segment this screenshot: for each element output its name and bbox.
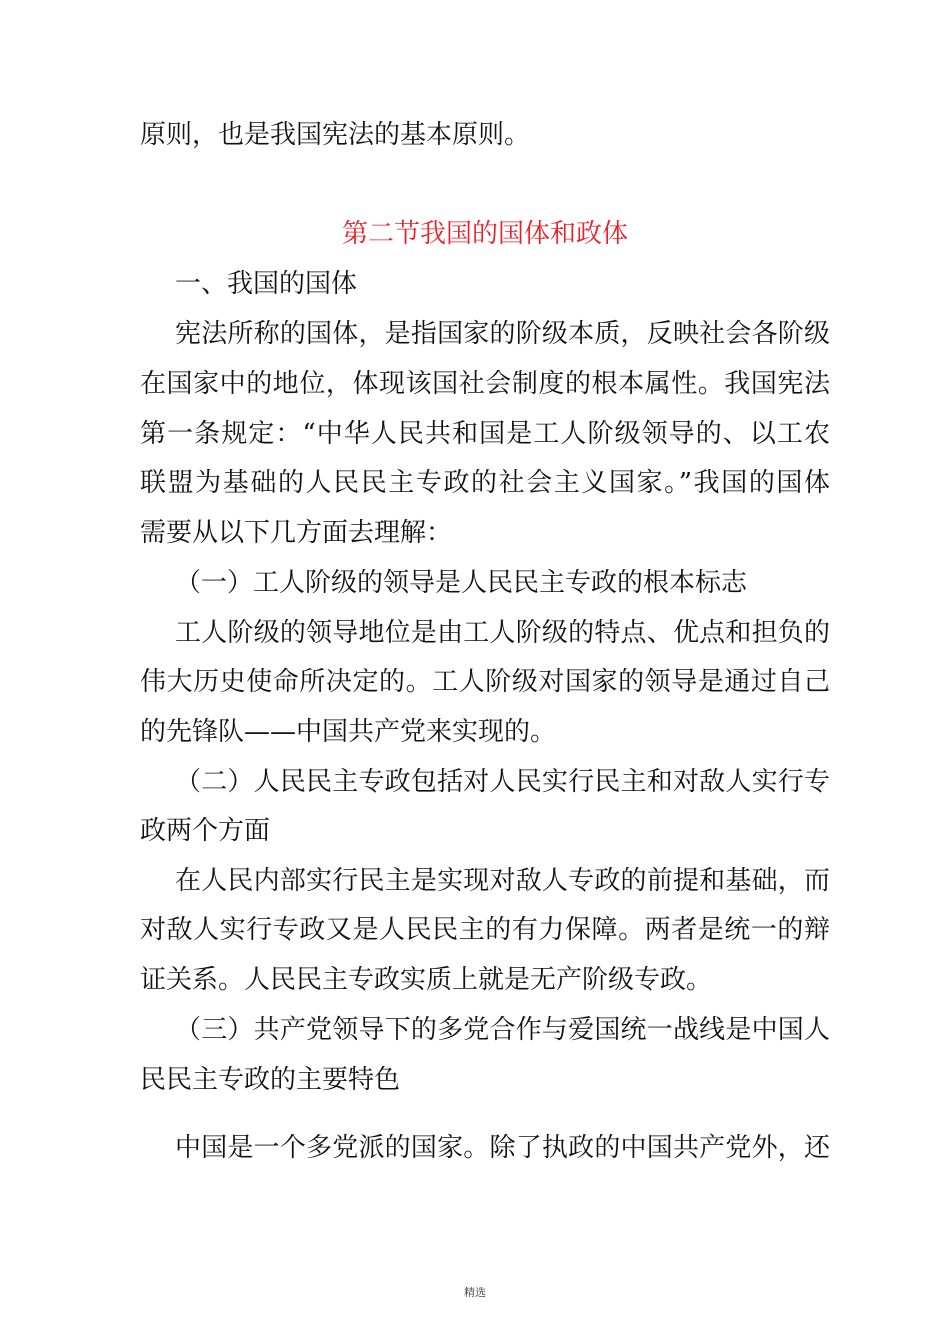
text-line: 伟大历史使命所决定的。工人阶级对国家的领导是通过自己 [140,667,830,697]
item-heading-continuation: 民民主专政的主要特色 [140,1065,401,1095]
text-line: 宪法所称的国体，是指国家的阶级本质，反映社会各阶级 [175,319,830,349]
page-footer: 精选 [464,1286,486,1299]
item-heading-continuation: 政两个方面 [140,816,271,846]
text-line: 原则，也是我国宪法的基本原则。 [140,120,531,150]
text-line: 工人阶级的领导地位是由工人阶级的特点、优点和担负的 [175,618,830,648]
text-line: 在人民内部实行民主是实现对敌人专政的前提和基础，而 [175,866,830,896]
section-heading: 第二节我国的国体和政体 [341,219,628,249]
subsection-heading: 一、我国的国体 [175,269,358,299]
text-line: 中国是一个多党派的国家。除了执政的中国共产党外，还 [175,1133,830,1163]
text-line: 对敌人实行专政又是人民民主的有力保障。两者是统一的辩 [140,915,830,945]
text-line: 的先锋队——中国共产党来实现的。 [140,717,557,747]
text-line: 证关系。人民民主专政实质上就是无产阶级专政。 [140,965,713,995]
item-heading: （三）共产党领导下的多党合作与爱国统一战线是中国人 [175,1015,830,1045]
item-heading: （一）工人阶级的领导是人民民主专政的根本标志 [175,568,748,598]
text-line: 第一条规定：“中华人民共和国是工人阶级领导的、以工农 [140,419,830,449]
text-line: 需要从以下几方面去理解： [140,518,453,548]
text-line: 在国家中的地位，体现该国社会制度的根本属性。我国宪法 [140,369,830,399]
item-heading: （二）人民民主专政包括对人民实行民主和对敌人实行专 [175,767,830,797]
text-line: 联盟为基础的人民民主专政的社会主义国家。”我国的国体 [140,468,830,498]
